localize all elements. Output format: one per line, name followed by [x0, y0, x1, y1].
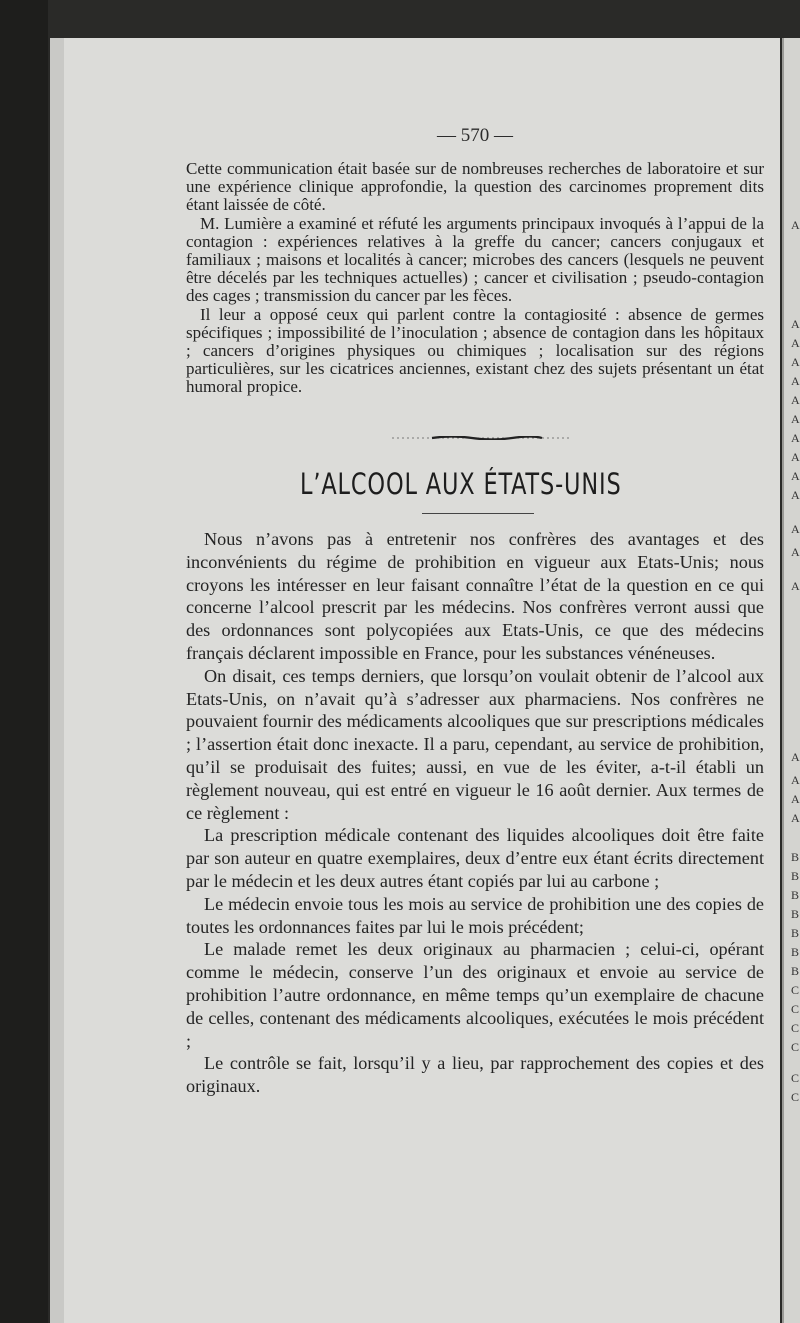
page-number: — 570 — [437, 125, 513, 146]
ornamental-divider [392, 436, 572, 440]
gutter-letter: A [791, 450, 800, 464]
gutter-letter: A [791, 750, 800, 764]
title-underline [422, 513, 534, 514]
previous-article-text [186, 160, 764, 397]
gutter-letter: C [791, 1002, 800, 1016]
gutter-letter: B [791, 850, 800, 864]
gutter-letter: B [791, 926, 800, 940]
gutter-letter: C [791, 1021, 800, 1035]
article-body [186, 528, 764, 1098]
gutter-letter: A [791, 579, 800, 593]
gutter-letter: B [791, 888, 800, 902]
gutter-letter: C [791, 983, 800, 997]
paragraph: Il leur a opposé ceux qui parlent contre la contagiosité : absence de germes spécifiques ; impossibilité de l’inoculation ; absence de contagion dans les hôpitaux ; cancers d’origines physiques ou chimiques ; localisation sur des régions particulières, sur les cicatrices anciennes, existant chez des sujets présentant un état humoral propice. [186, 304, 764, 397]
paragraph: On disait, ces temps derniers, que lorsqu’on voulait obtenir de l’alcool aux Etats-Unis, on n’avait qu’à s’adresser aux pharmaciens. Nos confrères ne pouvaient fournir des médicaments alcooliques que sur prescriptions médicales ; l’assertion était donc inexacte. Il a paru, cependant, au service de prohibition, qu’il se produisait des fuites; aussi, en vue de les éviter, a-t-il établi un règlement nouveau, qui est entré en vigueur le 16 août dernier. Aux termes de ce règlement : [186, 665, 764, 823]
gutter-letter: A [791, 488, 800, 502]
gutter-letter: A [791, 469, 800, 483]
gutter-letter: A [791, 545, 800, 559]
scan-background-left [0, 0, 48, 1323]
gutter-letter: A [791, 336, 800, 350]
gutter-letter: A [791, 374, 800, 388]
gutter-letter: A [791, 773, 800, 787]
gutter-letter: C [791, 1071, 800, 1085]
gutter-letter: A [791, 317, 800, 331]
paragraph: Cette communication était basée sur de nombreuses recherches de laboratoire et sur une expérience clinique approfondie, la question des carcinomes proprement dits étant laissée de côté. [186, 159, 764, 215]
gutter-letter: A [791, 218, 800, 232]
paragraph: La prescription médicale contenant des liquides alcooliques doit être faite par son auteur en quatre exemplaires, deux d’entre eux étant écrits directement par le médecin et les deux autres étant copiés par lui au carbone ; [186, 825, 764, 891]
gutter-letter: A [791, 792, 800, 806]
paragraph: Nous n’avons pas à entretenir nos confrères des avantages et des inconvénients du régime de prohibition en vigueur aux Etats-Unis; nous croyons les intéresser en leur faisant connaître l’état de la question en ce qui concerne l’alcool prescrit par les médecins. Nos confrères verront aussi que des ordonnances sont polycopiées aux Etats-Unis, ce que des médecins français déclarent impossible en France, pour les substances vénéneuses. [186, 529, 764, 663]
gutter-letter: B [791, 907, 800, 921]
paragraph: Le malade remet les deux originaux au pharmacien ; celui-ci, opérant comme le médecin, conserve l’un des originaux et envoie au service de prohibition l’autre ordonnance, en même temps qu’un exemplaire de chacune de celles, contenant des médicaments alcooliques, exécutées le mois précédent ; [186, 939, 764, 1051]
gutter-letter: B [791, 964, 800, 978]
gutter-letter: C [791, 1090, 800, 1104]
paragraph: Le médecin envoie tous les mois au service de prohibition une des copies de toutes les ordonnances faites par lui le mois précédent; [186, 893, 764, 937]
paragraph: M. Lumière a examiné et réfuté les arguments principaux invoqués à l’appui de la contagion : expériences relatives à la greffe du cancer; cancers conjugaux et familiaux ; maisons et localités à cancer; microbes des cancers (lesquels ne peuvent être décelés par les techniques actuelles) ; cancer et civilisation ; pseudo-contagion des cages ; transmission du cancer par les fèces. [186, 213, 764, 306]
gutter-letter: B [791, 869, 800, 883]
gutter-letter: A [791, 522, 800, 536]
gutter-letter: A [791, 355, 800, 369]
gutter-letter: A [791, 393, 800, 407]
gutter-letter: B [791, 945, 800, 959]
gutter-letter: A [791, 431, 800, 445]
gutter-letter: C [791, 1040, 800, 1054]
article-title: L’ALCOOL AUX ÉTATS-UNIS [300, 467, 622, 501]
page-shadow-edge [50, 38, 64, 1323]
gutter-letter: A [791, 412, 800, 426]
paragraph: Le contrôle se fait, lorsqu’il y a lieu, par rapprochement des copies et des originaux. [186, 1053, 764, 1097]
gutter-letter: A [791, 811, 800, 825]
